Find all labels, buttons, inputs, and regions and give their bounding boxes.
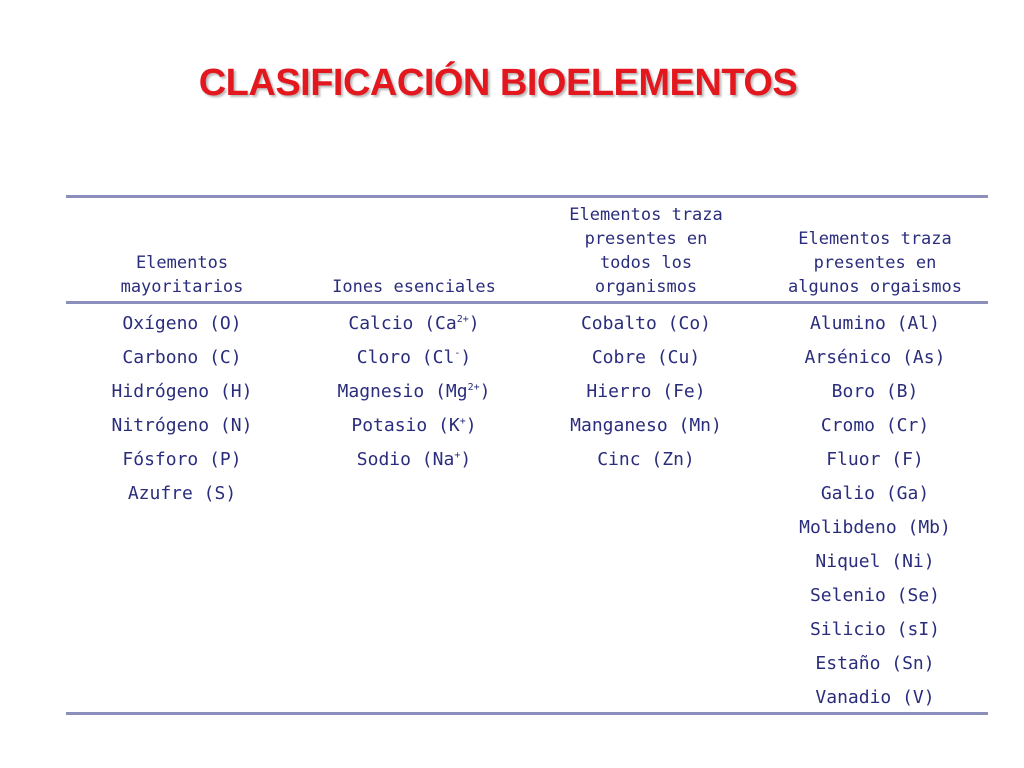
table-cell: Vanadio (V) [815,687,935,708]
ion-name: Sodio (Na [356,449,455,470]
table-cell [298,443,530,477]
ion-name: Cloro (Cl [356,347,455,368]
header-line: Elementos [135,253,229,273]
ion-charge: + [459,416,466,427]
table-cell [298,409,530,443]
header-line: todos los [599,253,693,273]
bioelements-table [66,195,988,715]
header-line: algunos orgaismos [788,277,962,297]
header-line: presentes en [584,229,708,249]
column-mayoritarios [66,307,298,511]
table-cell: Niquel (Ni) [815,551,935,572]
header-line: organismos [594,277,698,297]
column-traza-todos [530,307,762,477]
ion-close: ) [479,381,491,402]
header-line: Iones esenciales [332,277,496,297]
table-cell: Cobre (Cu) [591,347,701,368]
header-traza-todos [530,203,762,299]
table-cell: Arsénico (As) [804,347,946,368]
table-cell: Silicio (sI) [809,619,941,640]
table-cell: Cobalto (Co) [580,313,712,334]
ion-close: ) [460,347,472,368]
ion-name: Calcio (Ca [348,313,457,334]
ion-charge: 2+ [467,382,480,393]
header-line: presentes en [813,253,937,273]
table-cell: Hierro (Fe) [586,381,706,402]
column-traza-algunos [762,307,988,715]
table-cell [298,341,530,375]
table-cell [298,375,530,409]
header-mayoritarios [66,251,298,299]
table-cell: Cinc (Zn) [597,449,695,470]
table-header-rule [66,301,988,304]
table-cell: Hidrógeno (H) [111,381,253,402]
table-cell: Carbono (C) [122,347,242,368]
column-iones [298,307,530,477]
ion-close: ) [465,415,477,436]
ion-charge: + [454,450,461,461]
table-cell: Azufre (S) [127,483,237,504]
ion-charge: 2+ [456,314,469,325]
ion-charge: - [454,348,461,359]
table-cell [298,307,530,341]
table-cell: Alumino (Al) [809,313,941,334]
page-title: CLASIFICACIÓN BIOELEMENTOS [198,62,798,104]
table-cell: Boro (B) [831,381,919,402]
table-top-rule [66,195,988,198]
table-cell: Manganeso (Mn) [570,415,722,436]
table-cell: Fósforo (P) [122,449,242,470]
table-cell: Molibdeno (Mb) [799,517,951,538]
ion-name: Magnesio (Mg [337,381,468,402]
ion-close: ) [460,449,472,470]
table-cell: Galio (Ga) [820,483,930,504]
table-cell: Nitrógeno (N) [111,415,253,436]
ion-close: ) [468,313,480,334]
table-cell: Fluor (F) [826,449,924,470]
ion-name: Potasio (K [351,415,460,436]
table-cell: Selenio (Se) [809,585,941,606]
table-cell: Cromo (Cr) [820,415,930,436]
header-traza-algunos [762,227,988,299]
header-line: Elementos traza [798,229,952,249]
header-line: mayoritarios [120,277,244,297]
header-iones [298,275,530,299]
table-cell: Estaño (Sn) [815,653,935,674]
header-line: Elementos traza [569,205,723,225]
table-cell: Oxígeno (O) [122,313,242,334]
